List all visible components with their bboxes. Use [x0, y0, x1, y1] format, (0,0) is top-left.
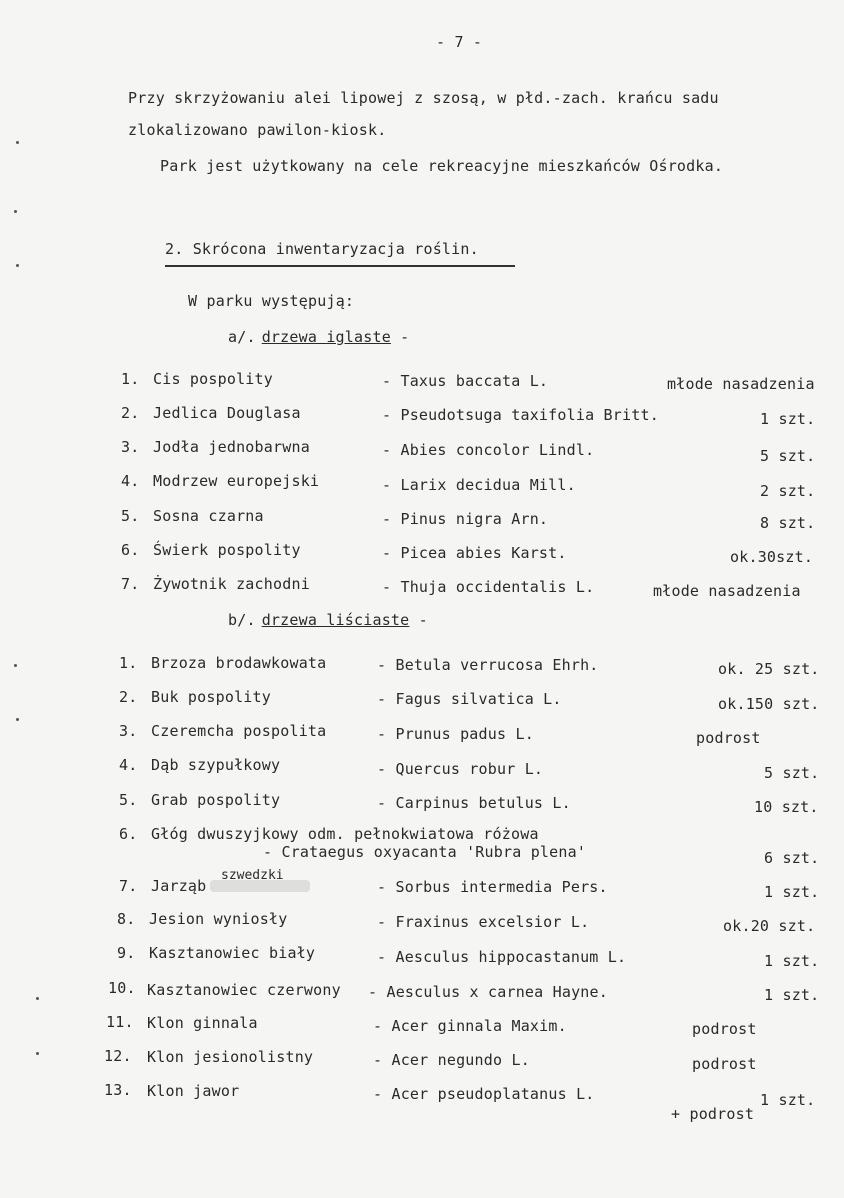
deciduous-no: 13. — [104, 1081, 132, 1099]
deciduous-qty: ok.20 szt. — [723, 917, 816, 935]
deciduous-qty: ok. 25 szt. — [718, 660, 820, 678]
conifers-prefix: a/. — [228, 328, 256, 346]
deciduous-qty: 1 szt. — [764, 883, 820, 901]
conifer-no: 1. — [121, 370, 140, 388]
conifer-qty: ok.30szt. — [730, 548, 814, 566]
deciduous-no: 6. — [119, 825, 138, 843]
deciduous-qty: podrost — [692, 1020, 757, 1038]
conifer-no: 4. — [121, 472, 140, 490]
margin-speck — [16, 141, 19, 144]
conifer-qty: 2 szt. — [760, 482, 816, 500]
deciduous-name: Grab pospolity — [151, 791, 281, 809]
deciduous-name: Kasztanowiec czerwony — [147, 981, 341, 999]
deciduous-name: Brzoza brodawkowata — [151, 654, 327, 672]
margin-speck — [14, 664, 17, 667]
deciduous-latin: - Betula verrucosa Ehrh. — [377, 656, 599, 674]
conifer-name: Świerk pospolity — [153, 541, 301, 559]
conifer-latin: - Thuja occidentalis L. — [382, 578, 595, 596]
deciduous-latin: - Aesculus hippocastanum L. — [377, 948, 627, 966]
deciduous-no: 9. — [117, 944, 136, 962]
conifer-latin: - Pseudotsuga taxifolia Britt. — [382, 406, 659, 424]
deciduous-name: Głóg dwuszyjkowy odm. pełnokwiatowa różowa — [151, 825, 539, 843]
deciduous-prefix: b/. — [228, 611, 256, 629]
deciduous-name: Buk pospolity — [151, 688, 271, 706]
deciduous-no: 4. — [119, 756, 138, 774]
deciduous-qty: ok.150 szt. — [718, 695, 820, 713]
conifer-no: 2. — [121, 404, 140, 422]
deciduous-name: Jesion wyniosły — [149, 910, 288, 928]
conifer-no: 7. — [121, 575, 140, 593]
conifer-latin: - Abies concolor Lindl. — [382, 441, 595, 459]
deciduous-name: Klon jesionolistny — [147, 1048, 314, 1066]
conifer-latin: - Pinus nigra Arn. — [382, 510, 549, 528]
deciduous-qty: 1 szt. — [760, 1091, 816, 1109]
deciduous-no: 1. — [119, 654, 138, 672]
margin-speck — [16, 264, 19, 267]
conifer-name: Jedlica Douglasa — [153, 404, 301, 422]
deciduous-name: Dąb szypułkowy — [151, 756, 281, 774]
conifer-qty: młode nasadzenia — [653, 582, 801, 600]
deciduous-suffix: - — [418, 611, 428, 629]
deciduous-latin: - Acer negundo L. — [373, 1051, 530, 1069]
section-title: 2. Skrócona inwentaryzacja roślin. — [165, 240, 479, 258]
deciduous-name: Klon jawor — [147, 1082, 240, 1100]
deciduous-no: 7. — [119, 877, 138, 895]
conifer-no: 3. — [121, 438, 140, 456]
deciduous-no: 10. — [108, 979, 136, 997]
margin-speck — [36, 997, 39, 1000]
conifer-qty: 5 szt. — [760, 447, 816, 465]
conifers-heading-row — [228, 328, 409, 346]
deciduous-latin: - Carpinus betulus L. — [377, 794, 571, 812]
conifer-no: 6. — [121, 541, 140, 559]
deciduous-latin: - Prunus padus L. — [377, 725, 534, 743]
section-title-underline — [165, 265, 515, 267]
deciduous-qty: podrost — [696, 729, 761, 747]
deciduous-qty: 6 szt. — [764, 849, 820, 867]
conifer-qty: 8 szt. — [760, 514, 816, 532]
occurs-label: W parku występują: — [188, 292, 355, 310]
intro-line-3: Park jest użytkowany na cele rekreacyjne mieszkańców Ośrodka. — [160, 157, 724, 175]
conifer-no: 5. — [121, 507, 140, 525]
deciduous-qty: 1 szt. — [764, 952, 820, 970]
deciduous-latin: - Aesculus x carnea Hayne. — [368, 983, 608, 1001]
deciduous-latin: - Sorbus intermedia Pers. — [377, 878, 608, 896]
conifers-heading: drzewa iglaste — [261, 328, 391, 346]
deciduous-heading: drzewa liściaste — [261, 611, 410, 629]
intro-line-2: zlokalizowano pawilon-kiosk. — [128, 121, 387, 139]
conifer-name: Sosna czarna — [153, 507, 264, 525]
deciduous-latin: - Crataegus oxyacanta 'Rubra plena' — [263, 843, 587, 861]
conifer-qty: 1 szt. — [760, 410, 816, 428]
deciduous-latin: - Quercus robur L. — [377, 760, 544, 778]
deciduous-name: Kasztanowiec biały — [149, 944, 316, 962]
conifer-name: Żywotnik zachodni — [153, 575, 310, 593]
deciduous-name: Jarząb — [151, 877, 207, 895]
margin-speck — [36, 1052, 39, 1055]
conifer-latin: - Larix decidua Mill. — [382, 476, 576, 494]
deciduous-qty: 1 szt. — [764, 986, 820, 1004]
deciduous-latin: - Fraxinus excelsior L. — [377, 913, 590, 931]
conifer-qty: młode nasadzenia — [667, 375, 815, 393]
deciduous-latin: - Acer ginnala Maxim. — [373, 1017, 567, 1035]
conifer-name: Cis pospolity — [153, 370, 273, 388]
conifer-name: Modrzew europejski — [153, 472, 320, 490]
intro-line-1: Przy skrzyżowaniu alei lipowej z szosą, w płd.-zach. krańcu sadu — [128, 89, 719, 107]
deciduous-latin: - Fagus silvatica L. — [377, 690, 562, 708]
deciduous-latin: - Acer pseudoplatanus L. — [373, 1085, 595, 1103]
deciduous-name: Czeremcha pospolita — [151, 722, 327, 740]
conifers-suffix: - — [400, 328, 410, 346]
deciduous-no: 8. — [117, 910, 136, 928]
margin-speck — [16, 718, 19, 721]
conifer-latin: - Taxus baccata L. — [382, 372, 549, 390]
deciduous-no: 5. — [119, 791, 138, 809]
deciduous-name-insert: szwedzki — [221, 868, 284, 883]
deciduous-qty-extra: + podrost — [671, 1105, 755, 1123]
conifer-name: Jodła jednobarwna — [153, 438, 310, 456]
deciduous-qty: 5 szt. — [764, 764, 820, 782]
deciduous-no: 12. — [104, 1047, 132, 1065]
margin-speck — [14, 210, 17, 213]
deciduous-qty: 10 szt. — [754, 798, 819, 816]
conifer-latin: - Picea abies Karst. — [382, 544, 567, 562]
deciduous-no: 11. — [106, 1013, 134, 1031]
deciduous-no: 3. — [119, 722, 138, 740]
deciduous-name: Klon ginnala — [147, 1014, 258, 1032]
deciduous-qty: podrost — [692, 1055, 757, 1073]
deciduous-heading-row — [228, 611, 428, 629]
deciduous-no: 2. — [119, 688, 138, 706]
page-number: - 7 - — [436, 33, 483, 51]
